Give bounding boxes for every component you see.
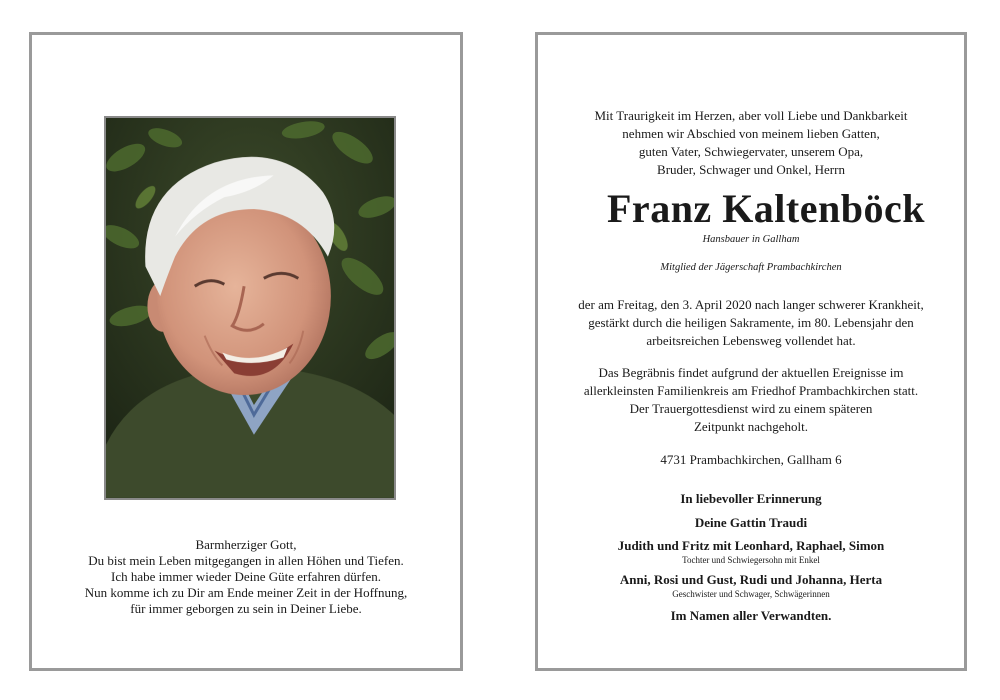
intro-text xyxy=(538,107,964,179)
paragraph-line: Der Trauergottesdienst wird zu einem späteren xyxy=(629,401,873,416)
paragraph-line: Das Begräbnis findet aufgrund der aktuellen Ereignisse im xyxy=(598,365,904,380)
mourner-spouse: Deine Gattin Traudi xyxy=(694,515,808,530)
poem-line: für immer geborgen zu sein in Deiner Liebe. xyxy=(130,601,362,616)
mourner-children-note: Tochter und Schwiegersohn mit Enkel xyxy=(682,555,820,565)
poem xyxy=(32,537,460,617)
intro-line: nehmen wir Abschied von meinem lieben Gatten, xyxy=(622,126,880,141)
deceased-name: Franz Kaltenböck xyxy=(607,186,925,231)
funeral-paragraph xyxy=(538,364,964,436)
paragraph-line: der am Freitag, den 3. April 2020 nach langer schwerer Krankheit, xyxy=(578,297,924,312)
mourner-siblings: Anni, Rosi und Gust, Rudi und Johanna, Herta xyxy=(619,572,883,587)
subtitle-membership: Mitglied der Jägerschaft Prambachkirchen xyxy=(660,262,842,273)
closing-line: Im Namen aller Verwandten. xyxy=(670,608,832,623)
mourners-heading: In liebevoller Erinnerung xyxy=(680,491,822,506)
intro-line: guten Vater, Schwiegervater, unserem Opa, xyxy=(638,144,864,159)
portrait-illustration xyxy=(106,118,394,498)
poem-line: Du bist mein Leben mitgegangen in allen Höhen und Tiefen. xyxy=(88,553,404,568)
portrait-photo xyxy=(104,116,396,500)
intro-line: Mit Traurigkeit im Herzen, aber voll Liebe und Dankbarkeit xyxy=(594,108,908,123)
poem-line: Ich habe immer wieder Deine Güte erfahren dürfen. xyxy=(111,569,381,584)
paragraph-line: Zeitpunkt nachgeholt. xyxy=(693,419,809,434)
left-card xyxy=(29,32,463,671)
right-card xyxy=(535,32,967,671)
intro-line: Bruder, Schwager und Onkel, Herrn xyxy=(657,162,845,177)
paragraph-line: gestärkt durch die heiligen Sakramente, im 80. Lebensjahr den xyxy=(588,315,914,330)
poem-line: Nun komme ich zu Dir am Ende meiner Zeit in der Hoffnung, xyxy=(84,585,408,600)
death-notice-paragraph xyxy=(538,296,964,350)
subtitle-farm: Hansbauer in Gallham xyxy=(702,234,800,245)
mourner-siblings-note: Geschwister und Schwager, Schwägerinnen xyxy=(672,589,830,599)
address: 4731 Prambachkirchen, Gallham 6 xyxy=(660,452,842,467)
poem-line: Barmherziger Gott, xyxy=(195,537,297,552)
mourner-children: Judith und Fritz mit Leonhard, Raphael, Simon xyxy=(617,538,885,553)
paragraph-line: allerkleinsten Familienkreis am Friedhof Prambachkirchen statt. xyxy=(583,383,919,398)
paragraph-line: arbeitsreichen Lebensweg vollendet hat. xyxy=(646,333,856,348)
